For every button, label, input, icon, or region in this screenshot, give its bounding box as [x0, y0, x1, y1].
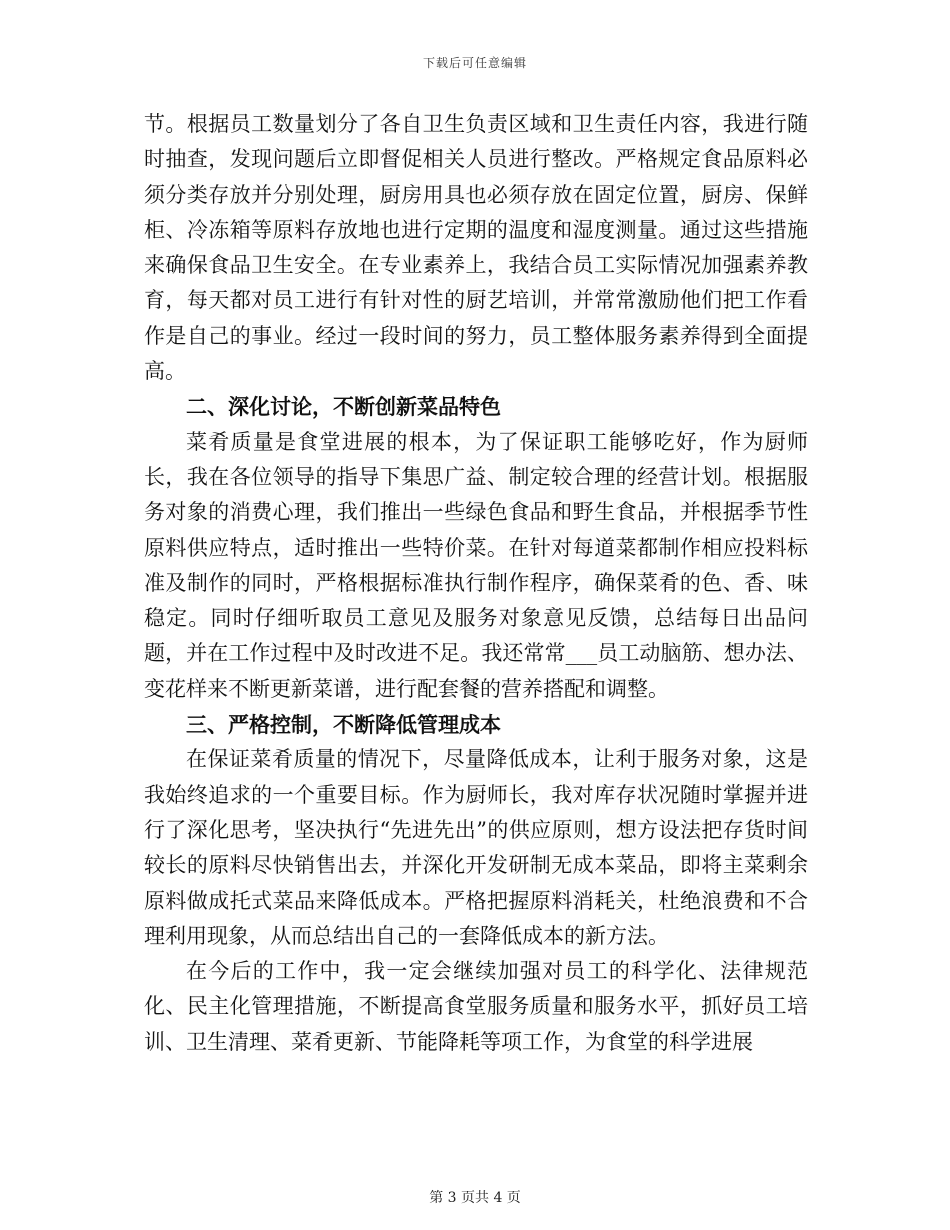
- document-body: [144, 107, 808, 1060]
- paragraph-cost-control: 在保证菜肴质量的情况下，尽量降低成本，让利于服务对象，这是我始终追求的一个重要目标。作为厨师长，我对库存状况随时掌握并进行了深化思考，坚决执行“先进先出”的供应原则，想方设法把存货时间较长的原料尽快销售出去，并深化开发研制无成本菜品，即将主菜剩余原料做成托式菜品来降低成本。严格把握原料消耗关，杜绝浪费和不合理利用现象，从而总结出自己的一套降低成本的新方法。: [144, 747, 808, 948]
- paragraph-dish-quality: 菜肴质量是食堂进展的根本，为了保证职工能够吃好，作为厨师长，我在各位领导的指导下集思广益、制定较合理的经营计划。根据服务对象的消费心理，我们推出一些绿色食品和野生食品，并根据季节性原料供应特点，适时推出一些特价菜。在针对每道菜都制作相应投料标准及制作的同时，严格根据标准执行制作程序，确保菜肴的色、香、味稳定。同时仔细听取员工意见及服务对象意见反馈，总结每日出品问题，并在工作过程中及时改进不足。我还常常___员工动脑筋、想办法、变花样来不断更新菜谱，进行配套餐的营养搭配和调整。: [144, 429, 808, 701]
- paragraph-future-work: 在今后的工作中，我一定会继续加强对员工的科学化、法律规范化、民主化管理措施，不断提高食堂服务质量和服务水平，抓好员工培训、卫生清理、菜肴更新、节能降耗等项工作，为食堂的科学进展: [144, 959, 808, 1054]
- section-heading-2: 二、深化讨论，不断创新菜品特色: [186, 394, 501, 420]
- paragraph-continuation: 节。根据员工数量划分了各自卫生负责区域和卫生责任内容，我进行随时抽查，发现问题后立即督促相关人员进行整改。严格规定食品原料必须分类存放并分别处理，厨房用具也必须存放在固定位置，厨房、保鲜柜、冷冻箱等原料存放地也进行定期的温度和湿度测量。通过这些措施来确保食品卫生安全。在专业素养上，我结合员工实际情况加强素养教育，每天都对员工进行有针对性的厨艺培训，并常常激励他们把工作看作是自己的事业。经过一段时间的努力，员工整体服务素养得到全面提高。: [144, 112, 808, 384]
- section-heading-3: 三、严格控制，不断降低管理成本: [186, 712, 501, 738]
- page-footer: 第 3 页共 4 页: [429, 1190, 521, 1206]
- page-header: 下载后可任意编辑: [422, 56, 527, 70]
